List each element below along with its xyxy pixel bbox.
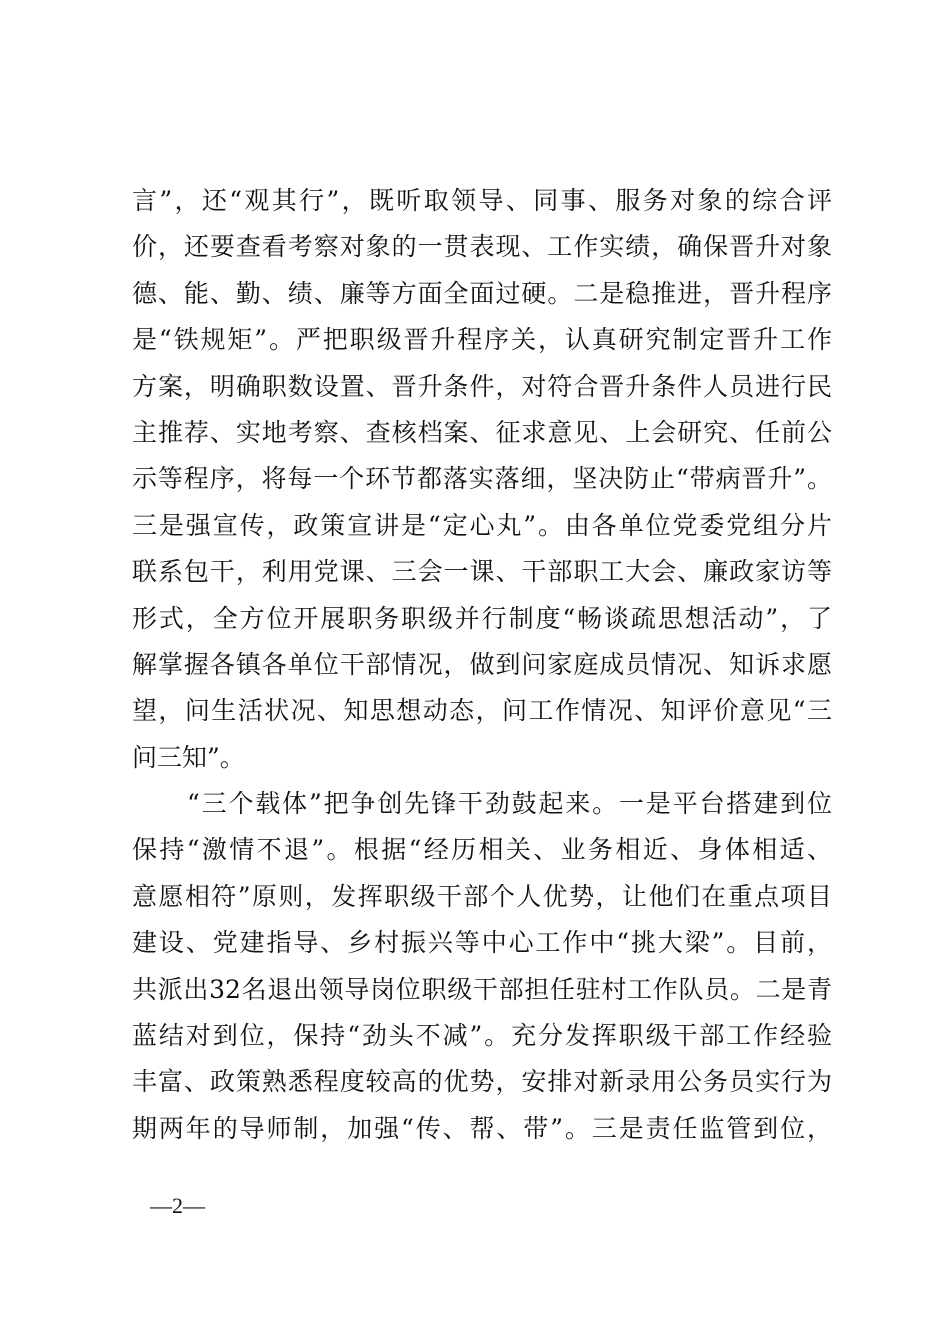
text-line-20: 丰富、政策熟悉程度较高的优势，安排对新录用公务员实行为: [132, 1067, 832, 1097]
text-line-2: 价，还要查看考察对象的一贯表现、工作实绩，确保晋升对象: [132, 232, 832, 262]
text-line-9: 联系包干，利用党课、三会一课、干部职工大会、廉政家访等: [132, 557, 832, 587]
text-line-18: 共派出32名退出领导岗位职级干部担任驻村工作队员。二是青: [132, 974, 832, 1004]
text-line-7: 示等程序，将每一个环节都落实落细，坚决防止“带病晋升”。: [132, 464, 832, 494]
text-line-19: 蓝结对到位，保持“劲头不减”。充分发挥职级干部工作经验: [132, 1021, 832, 1051]
text-line-11: 解掌握各镇各单位干部情况，做到问家庭成员情况、知诉求愿: [132, 649, 832, 679]
text-line-12: 望，问生活状况、知思想动态，问工作情况、知评价意见“三: [132, 696, 832, 726]
text-line-8: 三是强宣传，政策宣讲是“定心丸”。由各单位党委党组分片: [132, 510, 832, 540]
text-line-6: 主推荐、实地考察、查核档案、征求意见、上会研究、任前公: [132, 417, 832, 447]
text-line-4: 是“铁规矩”。严把职级晋升程序关，认真研究制定晋升工作: [132, 325, 832, 355]
page-number: —2—: [150, 1193, 205, 1218]
text-line-16: 意愿相符”原则，发挥职级干部个人优势，让他们在重点项目: [132, 881, 832, 911]
text-line-21: 期两年的导师制，加强“传、帮、带”。三是责任监管到位，: [132, 1113, 832, 1143]
text-line-17: 建设、党建指导、乡村振兴等中心工作中“挑大梁”。目前，: [132, 928, 832, 958]
text-line-14: “三个载体”把争创先锋干劲鼓起来。一是平台搭建到位: [187, 789, 832, 819]
text-line-1: 言”，还“观其行”，既听取领导、同事、服务对象的综合评: [132, 186, 832, 215]
text-line-10: 形式，全方位开展职务职级并行制度“畅谈疏思想活动”，了: [132, 603, 832, 633]
text-line-5: 方案，明确职数设置、晋升条件，对符合晋升条件人员进行民: [132, 371, 832, 401]
text-line-15: 保持“激情不退”。根据“经历相关、业务相近、身体相适、: [132, 835, 832, 865]
text-line-13: 问三知”。: [132, 742, 245, 772]
body-text: [132, 178, 832, 1152]
text-line-3: 德、能、勤、绩、廉等方面全面过硬。二是稳推进，晋升程序: [132, 278, 832, 308]
